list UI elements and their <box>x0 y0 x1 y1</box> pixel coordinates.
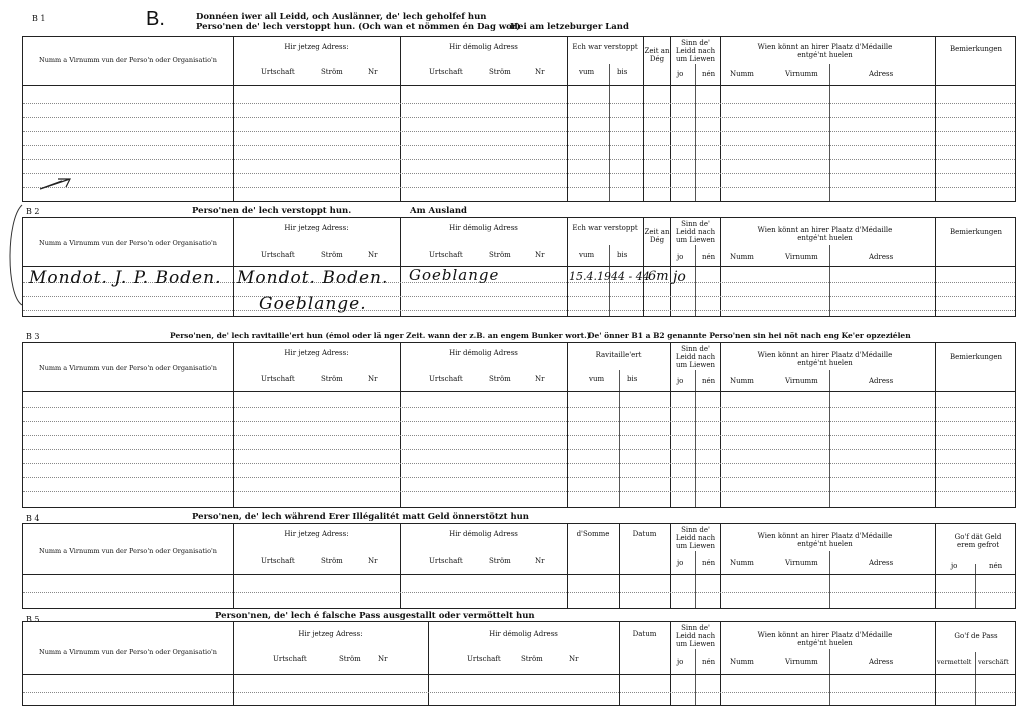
sub-nr: Nr <box>378 655 388 663</box>
sub-addr: Adress <box>869 559 894 567</box>
section-b2 <box>22 217 1016 317</box>
form-title-line1: Donnéen iwer all Leidd, och Auslänner, de' lech geholfef hun <box>196 12 487 22</box>
sub-from: vum <box>589 375 605 383</box>
sub-street: Ström <box>321 557 343 565</box>
sub-yes: jo <box>951 562 958 570</box>
section-code-b1: B 1 <box>32 14 46 23</box>
col-then: Hir démolig Adress <box>449 224 518 232</box>
sub-street: Ström <box>489 557 511 565</box>
col-medal: Wien könnt an hirer Plaatz d'Médaille entgé'nt huelen <box>757 532 893 548</box>
section-b1 <box>22 36 1016 202</box>
sub-place: Urtschaft <box>261 251 295 259</box>
col-hidden: Ech war verstoppt <box>572 43 638 51</box>
sub-no: nén <box>702 658 716 666</box>
section-code-b3: B 3 <box>26 332 40 341</box>
entry-hidden-period: 15.4.1944 - 44 <box>569 270 650 283</box>
sub-name: Numm <box>730 658 754 666</box>
sub-first: Virnumm <box>785 253 818 261</box>
col-name: Numm a Virnumm vun der Perso'n oder Organisatio'n <box>39 547 217 555</box>
col-then: Hir démolig Adress <box>449 530 518 538</box>
entry-days: 6m <box>648 269 669 284</box>
sub-street: Ström <box>321 375 343 383</box>
sub-place: Urtschaft <box>261 68 295 76</box>
sub-to: bis <box>627 375 638 383</box>
form-title-line2: Perso'nen de' lech verstoppt hun. (Och wan et nömmen én Dag wor) <box>196 22 521 32</box>
col-money: Go'f dät Geld erem gefrot <box>954 533 1002 549</box>
sub-name: Numm <box>730 559 754 567</box>
col-days: Zeit an Dég <box>644 228 670 244</box>
entry-address-now: Mondot. Boden. <box>237 268 389 288</box>
sub-addr: Adress <box>869 377 894 385</box>
sub-no: nén <box>702 253 716 261</box>
col-date: Datum <box>632 630 657 638</box>
col-medal: Wien könnt an hirer Plaatz d'Médaille entgé'nt huelen <box>757 226 893 242</box>
sub-place: Urtschaft <box>429 557 463 565</box>
sub-name: Numm <box>730 253 754 261</box>
col-now: Hir jetzeg Adress: <box>284 349 349 357</box>
sub-street: Ström <box>489 251 511 259</box>
col-now: Hir jetzeg Adress: <box>284 43 349 51</box>
b4-title: Perso'nen, de' lech während Erer Illégalitét matt Geld önnerstötzt hun <box>192 512 529 522</box>
sub-first: Virnumm <box>785 70 818 78</box>
sub-first: Virnumm <box>785 658 818 666</box>
sub-yes: jo <box>677 253 684 261</box>
col-name: Numm a Virnumm vun der Perso'n oder Organisatio'n <box>39 56 217 64</box>
col-alive: Sinn de' Leidd nach um Liewen <box>675 526 716 550</box>
col-pass: Go'f de Pass <box>954 632 998 640</box>
sub-to: bis <box>617 68 628 76</box>
sub-street: Ström <box>489 375 511 383</box>
section-code-b5: B 5 <box>26 615 40 624</box>
sub-name: Numm <box>730 70 754 78</box>
sub-first: Virnumm <box>785 377 818 385</box>
sub-made: verschäft <box>978 658 1009 666</box>
sub-name: Numm <box>730 377 754 385</box>
entry-name: Mondot. J. P. Boden. <box>29 268 222 288</box>
col-alive: Sinn de' Leidd nach um Liewen <box>675 345 716 369</box>
sub-first: Virnumm <box>785 559 818 567</box>
sub-place: Urtschaft <box>429 251 463 259</box>
sub-place: Urtschaft <box>429 68 463 76</box>
sub-no: nén <box>702 70 716 78</box>
sub-to: bis <box>617 251 628 259</box>
section-b3 <box>22 342 1016 508</box>
sub-place: Urtschaft <box>467 655 501 663</box>
col-supply: Ravitaille'ert <box>595 351 642 359</box>
col-then: Hir démolig Adress <box>449 43 518 51</box>
col-now: Hir jetzeg Adress: <box>284 224 349 232</box>
sub-from: vum <box>579 68 595 76</box>
col-hidden: Ech war verstoppt <box>572 224 638 232</box>
b3-title: Perso'nen, de' lech ravitaille'ert hun (émol oder lä nger Zeit. wann der z.B. an engem Bunker wort.) <box>170 331 591 340</box>
section-code-b2: B 2 <box>26 207 40 216</box>
sub-nr: Nr <box>569 655 579 663</box>
sub-street: Ström <box>489 68 511 76</box>
sub-nr: Nr <box>535 251 545 259</box>
sub-street: Ström <box>521 655 543 663</box>
col-then: Hir démolig Adress <box>449 349 518 357</box>
col-then: Hir démolig Adress <box>489 630 558 638</box>
sub-yes: jo <box>677 377 684 385</box>
entry-address-now-2: Goeblange. <box>259 294 367 314</box>
sub-yes: jo <box>677 658 684 666</box>
form-letter: B. <box>146 8 165 30</box>
sub-nr: Nr <box>368 375 378 383</box>
b5-title: Person'nen, de' lech é falsche Pass ausgestallt oder vermöttelt hun <box>215 611 535 621</box>
sub-yes: jo <box>677 559 684 567</box>
sub-addr: Adress <box>869 658 894 666</box>
sub-place: Urtschaft <box>261 375 295 383</box>
section-b5 <box>22 621 1016 706</box>
col-now: Hir jetzeg Adress: <box>284 530 349 538</box>
sub-place: Urtschaft <box>273 655 307 663</box>
entry-alive: jo <box>673 269 686 285</box>
sub-nr: Nr <box>368 68 378 76</box>
sub-addr: Adress <box>869 70 894 78</box>
sub-place: Urtschaft <box>261 557 295 565</box>
sub-addr: Adress <box>869 253 894 261</box>
entry-address-then: Goeblange <box>409 266 500 284</box>
col-date: Datum <box>632 530 657 538</box>
b3-title-right: De' önner B1 a B2 genannte Perso'nen sin hei nöt nach eng Ke'er opzeziélen <box>588 331 911 340</box>
col-sum: d'Somme <box>576 530 610 538</box>
sub-street: Ström <box>339 655 361 663</box>
sub-from: vum <box>579 251 595 259</box>
sub-place: Urtschaft <box>429 375 463 383</box>
sub-street: Ström <box>321 68 343 76</box>
col-days: Zeit an Dég <box>644 47 670 63</box>
col-now: Hir jetzeg Adress: <box>298 630 363 638</box>
col-remarks: Bemierkungen <box>949 45 1003 53</box>
col-medal: Wien könnt an hirer Plaatz d'Médaille entgé'nt huelen <box>757 631 893 647</box>
b2-title-right: Am Ausland <box>410 206 467 216</box>
col-remarks: Bemierkungen <box>949 228 1003 236</box>
sub-street: Ström <box>321 251 343 259</box>
form-title-line2-right: Hei am letzeburger Land <box>510 22 629 32</box>
sub-nr: Nr <box>368 251 378 259</box>
sub-issued: vermettelt <box>937 658 972 666</box>
col-name: Numm a Virnumm vun der Perso'n oder Organisatio'n <box>39 648 217 656</box>
col-name: Numm a Virnumm vun der Perso'n oder Organisatio'n <box>39 239 217 247</box>
sub-no: nén <box>702 559 716 567</box>
sub-nr: Nr <box>535 375 545 383</box>
sub-no: nén <box>702 377 716 385</box>
col-medal: Wien könnt an hirer Plaatz d'Médaille entgé'nt huelen <box>757 351 893 367</box>
col-remarks: Bemierkungen <box>949 353 1003 361</box>
col-medal: Wien könnt an hirer Plaatz d'Médaille entgé'nt huelen <box>757 43 893 59</box>
section-b4 <box>22 523 1016 609</box>
b2-title: Perso'nen de' lech verstoppt hun. <box>192 206 352 216</box>
sub-nr: Nr <box>535 557 545 565</box>
col-alive: Sinn de' Leidd nach um Liewen <box>675 39 716 63</box>
sub-yes: jo <box>677 70 684 78</box>
col-alive: Sinn de' Leidd nach um Liewen <box>675 220 716 244</box>
sub-nr: Nr <box>368 557 378 565</box>
sub-nr: Nr <box>535 68 545 76</box>
col-name: Numm a Virnumm vun der Perso'n oder Organisatio'n <box>39 364 217 372</box>
col-alive: Sinn de' Leidd nach um Liewen <box>675 624 716 648</box>
section-code-b4: B 4 <box>26 514 40 523</box>
sub-no: nén <box>989 562 1003 570</box>
